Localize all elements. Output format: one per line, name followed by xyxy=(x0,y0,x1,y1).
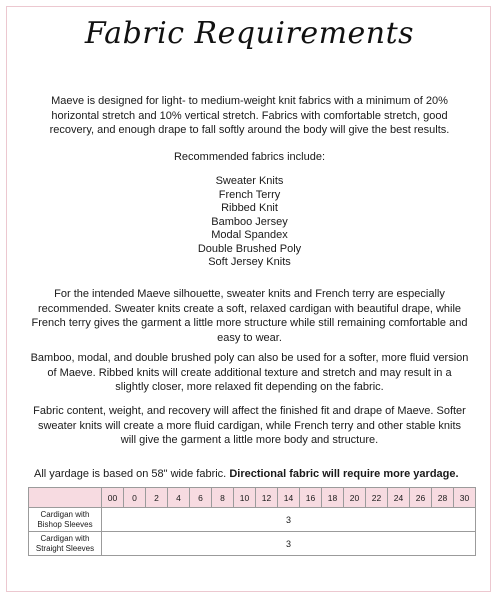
fabric-item: French Terry xyxy=(218,188,281,201)
fabric-item: Modal Spandex xyxy=(211,229,288,241)
size-header-cell: 14 xyxy=(278,488,300,508)
size-header-cell: 20 xyxy=(344,488,366,508)
table-row xyxy=(29,508,476,532)
size-header-cell: 12 xyxy=(256,488,278,508)
size-header-cell: 00 xyxy=(102,488,124,508)
size-header-cell: 30 xyxy=(454,488,476,508)
fabric-item: Double Brushed Poly xyxy=(197,242,302,255)
yardage-table xyxy=(28,487,476,556)
size-header-cell: 6 xyxy=(190,488,212,508)
intro-paragraph: Maeve is designed for light- to medium-weight knit fabrics with a minimum of 20% horizontal stretch and 10% vertical stretch. Fabrics with comfortable stretch, good recovery, and enough drape to fall softly around the body will give the best results. xyxy=(49,95,450,136)
size-header-cell: 4 xyxy=(168,488,190,508)
size-header-cell: 10 xyxy=(234,488,256,508)
yardage-note xyxy=(34,468,459,480)
fabric-item: Soft Jersey Knits xyxy=(208,256,291,268)
size-header-cell: 18 xyxy=(322,488,344,508)
fabric-item: Bamboo Jersey xyxy=(211,215,288,228)
recommended-heading: Recommended fabrics include: xyxy=(173,151,326,163)
row-label: Cardigan with Straight Sleeves xyxy=(29,532,102,556)
size-header-cell: 16 xyxy=(300,488,322,508)
size-header-cell: 28 xyxy=(432,488,454,508)
fabric-item: Sweater Knits xyxy=(215,175,284,187)
page-title: Fabric Requirements xyxy=(84,16,415,51)
table-row xyxy=(29,532,476,556)
fabric-content-paragraph: Fabric content, weight, and recovery will affect the finished fit and drape of Maeve. Softer sweater knits will create a more fluid cardigan, while French terry and other stable knits will give the garment a little more body and structure. xyxy=(33,405,466,446)
header-corner-cell xyxy=(29,488,102,508)
fabric-item: Ribbed Knit xyxy=(221,202,278,214)
fabric-list xyxy=(0,175,499,270)
size-header-cell: 24 xyxy=(388,488,410,508)
size-header-cell: 22 xyxy=(366,488,388,508)
size-header-cell: 0 xyxy=(124,488,146,508)
yardage-basis-text: All yardage is based on 58" wide fabric. xyxy=(34,468,227,480)
row-label: Cardigan with Bishop Sleeves xyxy=(29,508,102,532)
size-header-cell: 2 xyxy=(146,488,168,508)
size-header-cell: 26 xyxy=(410,488,432,508)
yardage-value: 3 xyxy=(102,532,476,556)
yardage-value: 3 xyxy=(102,508,476,532)
directional-fabric-warning: Directional fabric will require more yardage. xyxy=(229,468,459,480)
alternative-fabrics-paragraph: Bamboo, modal, and double brushed poly can also be used for a softer, more fluid version of Maeve. Ribbed knits will create additional texture and stretch and may result in a slightly closer, more relaxed fit depending on the fabric. xyxy=(30,352,469,393)
size-header-cell: 8 xyxy=(212,488,234,508)
size-header-row xyxy=(29,488,476,508)
silhouette-paragraph: For the intended Maeve silhouette, sweater knits and French terry are especially recommended. Sweater knits create a soft, relaxed cardigan with beautiful drape, while French terry gives the garment a little more structure while still remaining comfortable and easy to wear. xyxy=(31,288,468,344)
